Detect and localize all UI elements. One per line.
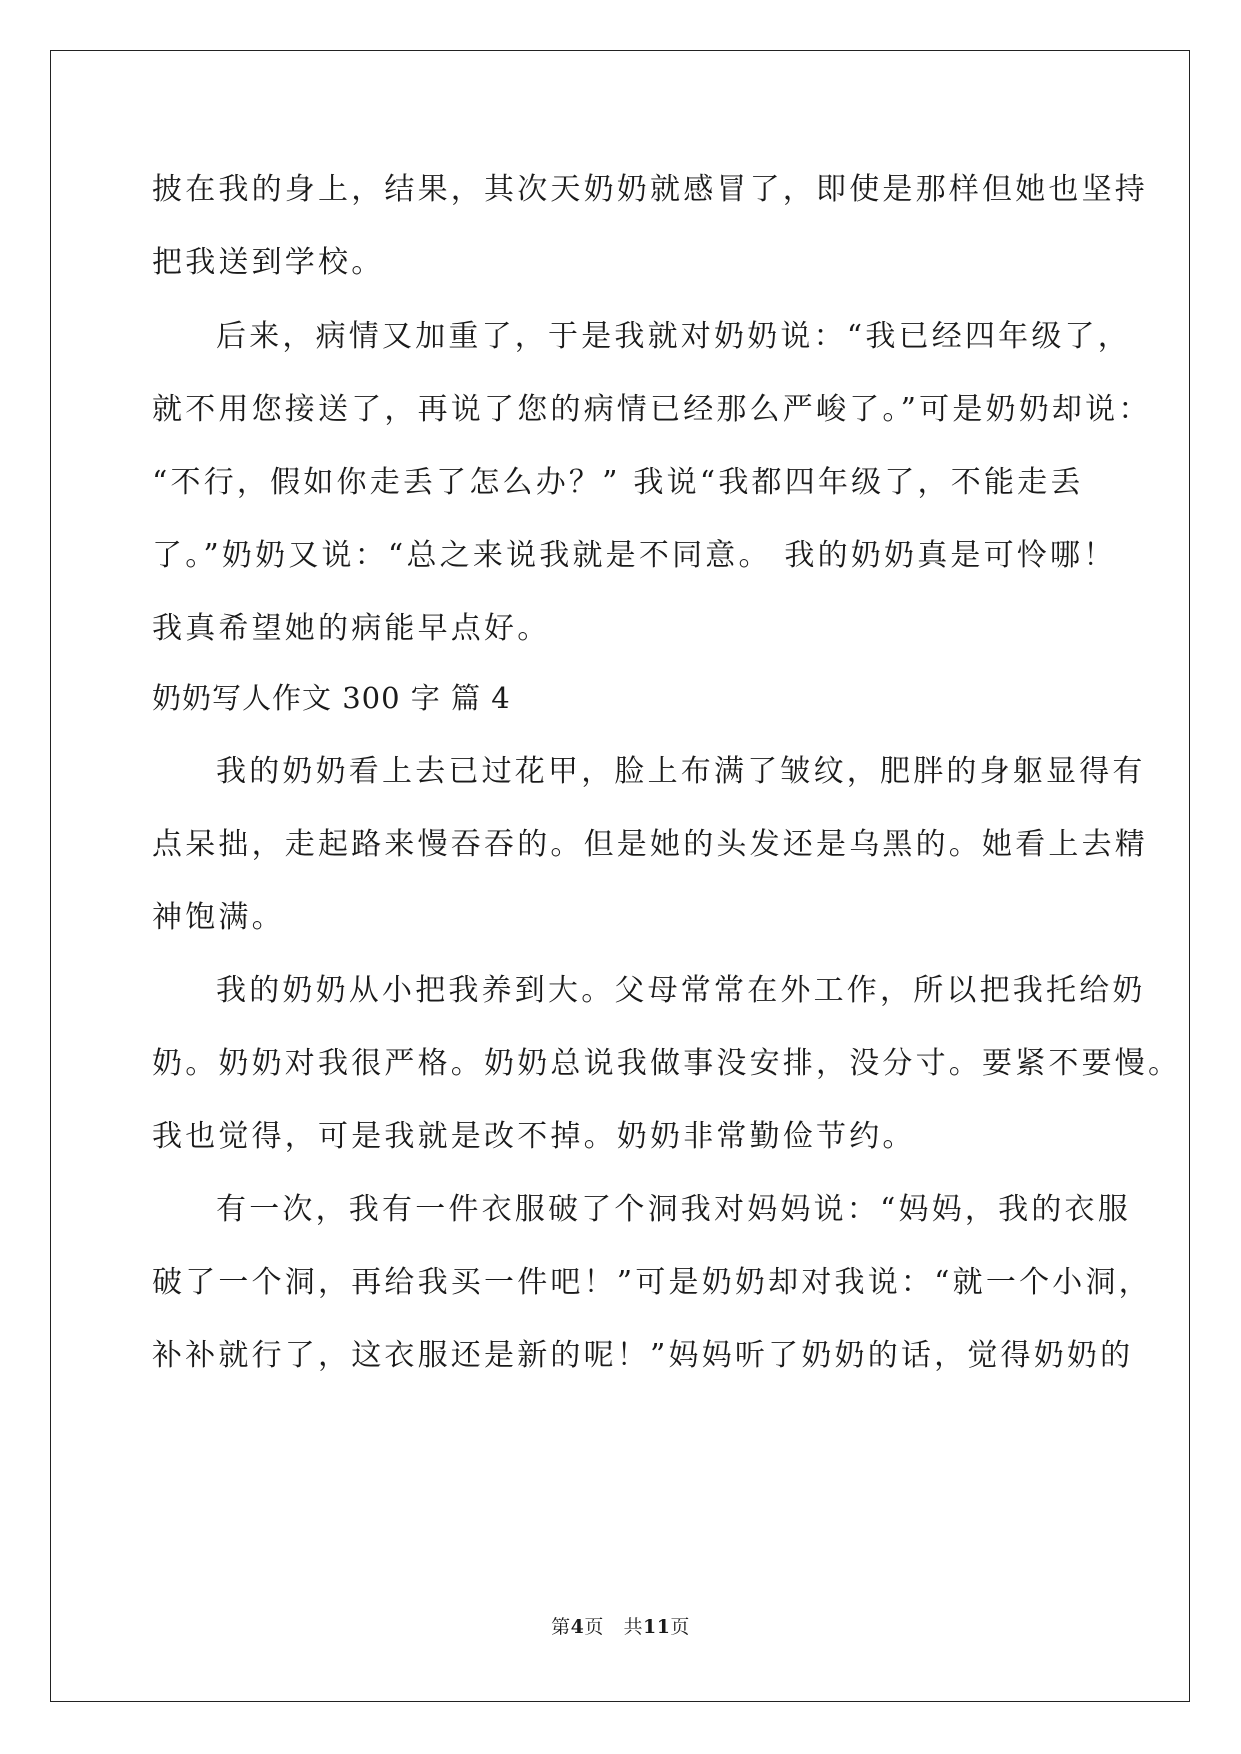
text-line: 补补就行了，这衣服还是新的呢！”妈妈听了奶奶的话，觉得奶奶的 (152, 1338, 1134, 1373)
text-line: 了。”奶奶又说：“总之来说我就是不同意。 我的奶奶真是可怜哪！ (152, 538, 1117, 573)
paragraph-start-line: 我的奶奶从小把我养到大。父母常常在外工作，所以把我托给奶 (216, 973, 1146, 1008)
total-suffix: 页 (670, 1616, 690, 1638)
text-line: 就不用您接送了，再说了您的病情已经那么严峻了。”可是奶奶却说： (152, 392, 1152, 427)
current-page-number: 4 (570, 1616, 585, 1638)
total-page-count: 11 (642, 1616, 671, 1638)
text-line: 披在我的身上，结果，其次天奶奶就感冒了，即使是那样但她也坚持 (152, 172, 1148, 207)
text-line: 神饱满。 (152, 900, 285, 935)
paragraph-start-line: 我的奶奶看上去已过花甲，脸上布满了皱纹，肥胖的身躯显得有 (216, 754, 1146, 789)
page-prefix: 第 (551, 1616, 571, 1638)
text-line: 点呆拙，走起路来慢吞吞的。但是她的头发还是乌黑的。她看上去精 (152, 827, 1148, 862)
text-line: 我也觉得，可是我就是改不掉。奶奶非常勤俭节约。 (152, 1119, 916, 1154)
page-suffix: 页 (584, 1616, 604, 1638)
total-prefix: 共 (623, 1616, 643, 1638)
text-line: 奶。奶奶对我很严格。奶奶总说我做事没安排，没分寸。要紧不要慢。 (152, 1046, 1182, 1081)
paragraph-start-line: 后来，病情又加重了，于是我就对奶奶说：“我已经四年级了， (216, 319, 1131, 354)
text-line: 把我送到学校。 (152, 245, 385, 280)
page-footer (0, 1612, 1241, 1639)
text-line: “不行，假如你走丢了怎么办？” 我说“我都四年级了，不能走丢 (152, 465, 1084, 500)
section-heading: 奶奶写人作文 300 字 篇 4 (152, 681, 511, 715)
text-line: 我真希望她的病能早点好。 (152, 611, 551, 646)
paragraph-start-line: 有一次，我有一件衣服破了个洞我对妈妈说：“妈妈，我的衣服 (216, 1192, 1131, 1227)
page-border (50, 50, 1190, 1702)
text-line: 破了一个洞，再给我买一件吧！”可是奶奶却对我说：“就一个小洞， (152, 1265, 1152, 1300)
